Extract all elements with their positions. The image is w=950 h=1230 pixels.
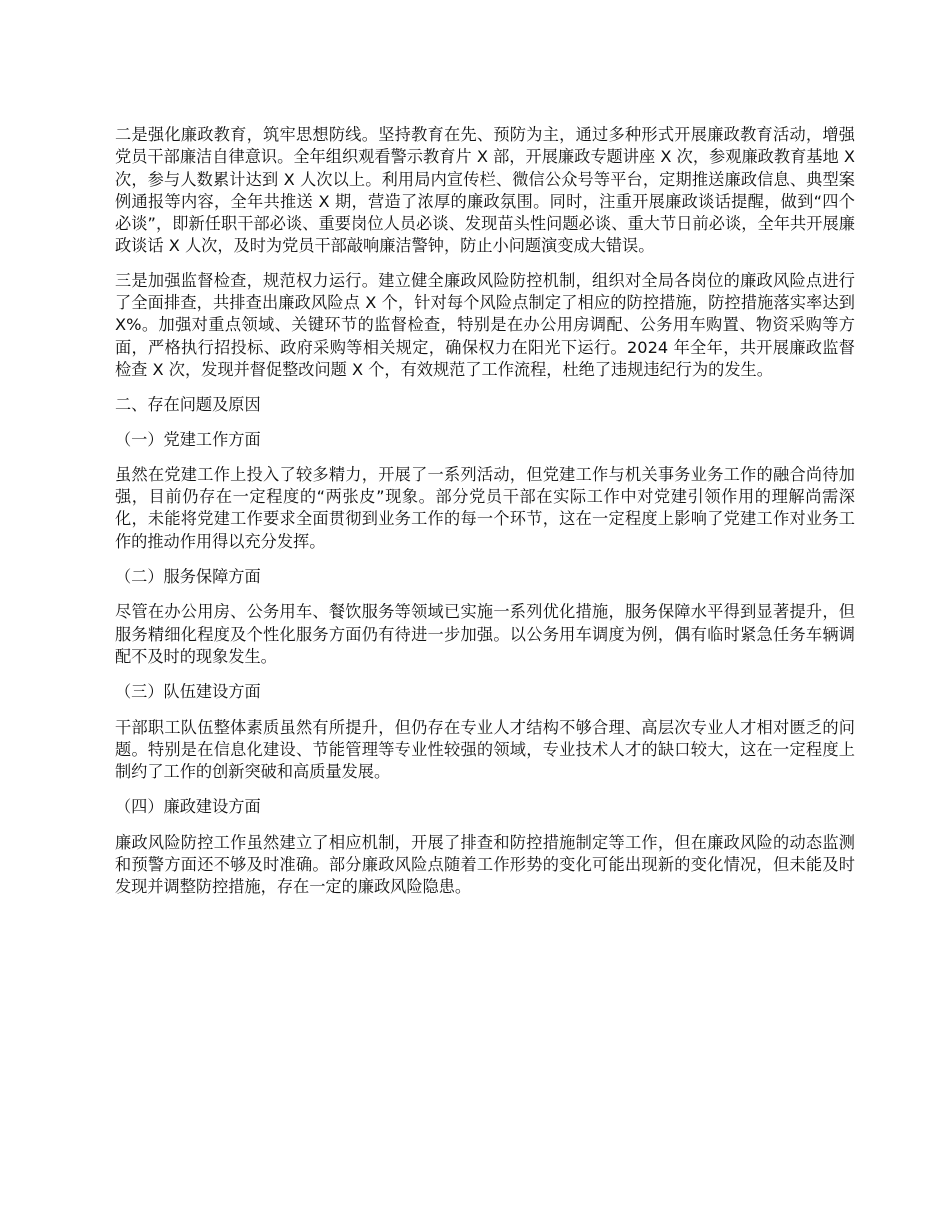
paragraph-clean-education: 二是强化廉政教育，筑牢思想防线。坚持教育在先、预防为主，通过多种形式开展廉政教育活动，增强党员干部廉洁自律意识。全年组织观看警示教育片 X 部，开展廉政专题讲座 X 次，参观廉政教育基地 X 次，参与人数累计达到 X 人次以上。利用局内宣传栏、微信公众号等平台，定期推送廉政信息、典型案例通报等内容，全年共推送 X 期，营造了浓厚的廉政氛围。同时，注重开展廉政谈话提醒，做到“四个必谈”，即新任职干部必谈、重要岗位人员必谈、发现苗头性问题必谈、重大节日前必谈，全年共开展廉政谈话 X 人次，及时为党员干部敲响廉洁警钟，防止小问题演变成大错误。 [115,125,855,256]
paragraph-team: 干部职工队伍整体素质虽然有所提升，但仍存在专业人才结构不够合理、高层次专业人才相对匮乏的问题。特别是在信息化建设、节能管理等专业性较强的领域，专业技术人才的缺口较大，这在一定程度上制约了工作的创新突破和高质量发展。 [115,717,855,782]
paragraph-service: 尽管在办公用房、公务用车、餐饮服务等领域已实施一系列优化措施，服务保障水平得到显著提升，但服务精细化程度及个性化服务方面仍有待进一步加强。以公务用车调度为例，偶有临时紧急任务车辆调配不及时的现象发生。 [115,602,855,666]
document-page [115,124,855,912]
subsection-heading-service: （二）服务保障方面 [115,567,261,587]
paragraph-supervision: 三是加强监督检查，规范权力运行。建立健全廉政风险防控机制，组织对全局各岗位的廉政风险点进行了全面排查，共排查出廉政风险点 X 个，针对每个风险点制定了相应的防控措施，防控措施落实率达到 X%。加强对重点领域、关键环节的监督检查，特别是在办公用房调配、公务用车购置、物资采购等方面，严格执行招投标、政府采购等相关规定，确保权力在阳光下运行。2024 年全年，共开展廉政监督检查 X 次，发现并督促整改问题 X 个，有效规范了工作流程，杜绝了违规违纪行为的发生。 [115,270,855,379]
subsection-heading-party-building: （一）党建工作方面 [115,429,261,449]
paragraph-integrity: 廉政风险防控工作虽然建立了相应机制，开展了排查和防控措施制定等工作，但在廉政风险的动态监测和预警方面还不够及时准确。部分廉政风险点随着工作形势的变化可能出现新的变化情况，但未能及时发现并调整防控措施，存在一定的廉政风险隐患。 [115,832,855,897]
paragraph-party-building: 虽然在党建工作上投入了较多精力，开展了一系列活动，但党建工作与机关事务业务工作的融合尚待加强，目前仍存在一定程度的“两张皮”现象。部分党员干部在实际工作中对党建引领作用的理解尚需深化，未能将党建工作要求全面贯彻到业务工作的每一个环节，这在一定程度上影响了党建工作对业务工作的推动作用得以充分发挥。 [115,464,855,551]
subsection-heading-integrity: （四）廉政建设方面 [115,797,261,817]
subsection-heading-team: （三）队伍建设方面 [115,682,261,702]
section-heading-problems: 二、存在问题及原因 [115,395,261,415]
